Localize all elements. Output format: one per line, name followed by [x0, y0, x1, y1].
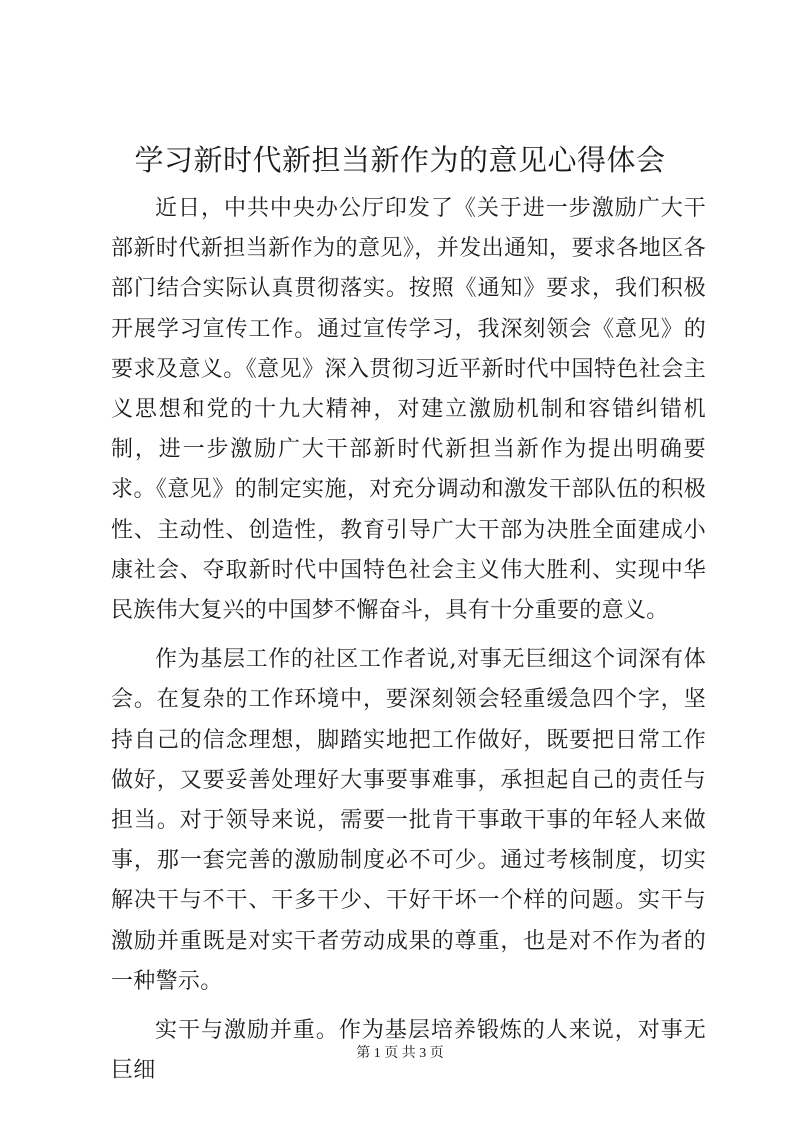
document-title: 学习新时代新担当新作为的意见心得体会 [134, 143, 666, 177]
paragraph-2: 作为基层工作的社区工作者说,对事无巨细这个词深有体会。在复杂的工作环境中，要深刻领会轻重缓急四个字，坚持自己的信念理想，脚踏实地把工作做好，既要把日常工作做好，又要妥善处理好大事要事难事，承担起自己的责任与担当。对于领导来说，需要一批肯干事敢干事的年轻人来做事，那一套完善的激励制度必不可少。通过考核制度，切实解决干与不干、干多干少、干好干坏一个样的问题。实干与激励并重既是对实干者劳动成果的尊重，也是对不作为者的一种警示。 [111, 647, 706, 994]
paragraph-3: 实干与激励并重。作为基层培养锻炼的人来说，对事无巨细 [111, 1018, 706, 1084]
paragraph-1: 近日，中共中央办公厅印发了《关于进一步激励广大干部新时代新担当新作为的意见》，并发出通知，要求各地区各部门结合实际认真贯彻落实。按照《通知》要求，我们积极开展学习宣传工作。通过宣传学习，我深刻领会《意见》的要求及意义。《意见》深入贯彻习近平新时代中国特色社会主义思想和党的十九大精神，对建立激励机制和容错纠错机制，进一步激励广大干部新时代新担当新作为提出明确要求。《意见》的制定实施，对充分调动和激发干部队伍的积极性、主动性、创造性，教育引导广大干部为决胜全面建成小康社会、夺取新时代中国特色社会主义伟大胜利、实现中华民族伟大复兴的中国梦不懈奋斗，具有十分重要的意义。 [111, 196, 706, 624]
document-body [111, 189, 706, 1100]
page-footer: 第 1 页 共 3 页 [356, 1046, 444, 1061]
